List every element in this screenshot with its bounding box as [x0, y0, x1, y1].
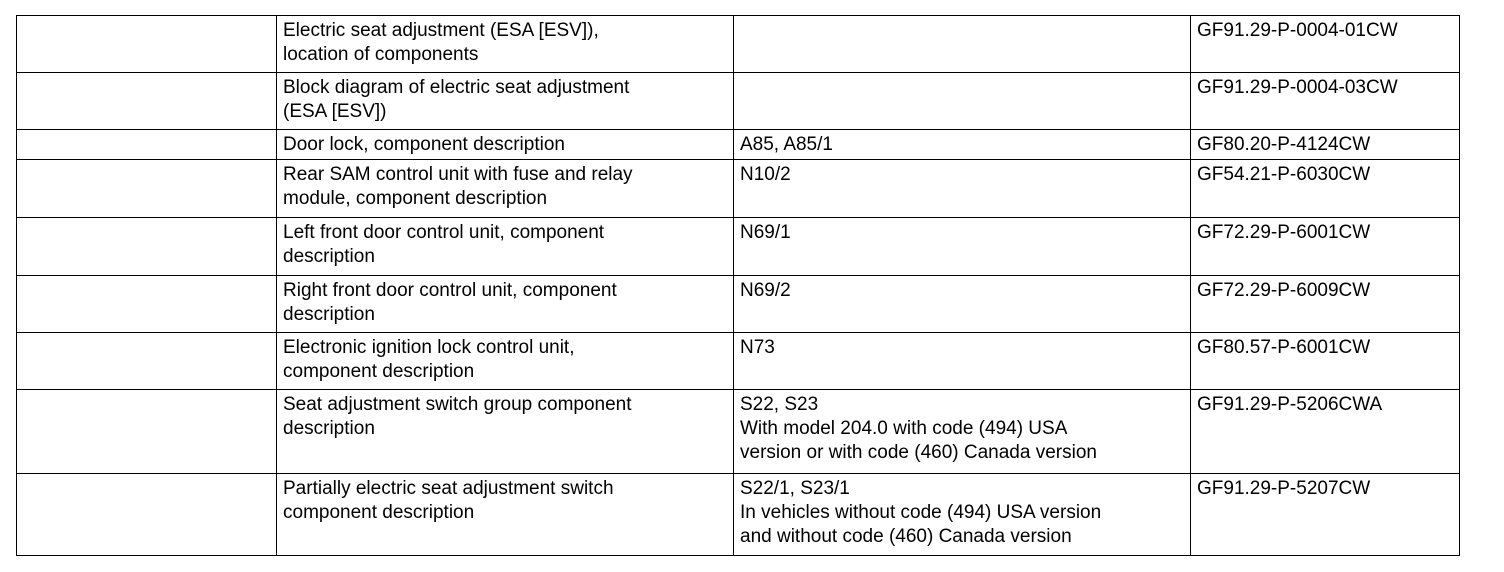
document-number: GF91.29-P-0004-03CW	[1191, 73, 1460, 130]
table-row	[17, 130, 1460, 160]
document-title: Left front door control unit, component description	[277, 218, 734, 276]
table-row	[17, 218, 1460, 276]
document-number: GF72.29-P-6001CW	[1191, 218, 1460, 276]
document-number: GF91.29-P-5207CW	[1191, 474, 1460, 556]
document-title: Electronic ignition lock control unit, component description	[277, 333, 734, 390]
row-label-cell	[17, 276, 277, 333]
component-codes: N10/2	[734, 160, 1191, 218]
document-title: Right front door control unit, component description	[277, 276, 734, 333]
document-number: GF54.21-P-6030CW	[1191, 160, 1460, 218]
document-number: GF80.57-P-6001CW	[1191, 333, 1460, 390]
reference-table	[16, 15, 1460, 556]
document-number: GF72.29-P-6009CW	[1191, 276, 1460, 333]
document-number: GF91.29-P-5206CWA	[1191, 390, 1460, 474]
component-codes: S22, S23 With model 204.0 with code (494) USA version or with code (460) Canada version	[734, 390, 1191, 474]
document-title: Seat adjustment switch group component description	[277, 390, 734, 474]
document-title: Partially electric seat adjustment switch component description	[277, 474, 734, 556]
document-number: GF91.29-P-0004-01CW	[1191, 16, 1460, 73]
row-label-cell	[17, 333, 277, 390]
component-codes: S22/1, S23/1 In vehicles without code (494) USA version and without code (460) Canada version	[734, 474, 1191, 556]
row-label-cell	[17, 16, 277, 73]
document-title: Block diagram of electric seat adjustment (ESA [ESV])	[277, 73, 734, 130]
document-title: Rear SAM control unit with fuse and relay module, component description	[277, 160, 734, 218]
document-title: Door lock, component description	[277, 130, 734, 160]
table-row	[17, 276, 1460, 333]
row-label-cell	[17, 390, 277, 474]
component-codes: N69/1	[734, 218, 1191, 276]
row-label-cell	[17, 73, 277, 130]
table-row	[17, 390, 1460, 474]
row-label-cell	[17, 218, 277, 276]
row-label-cell	[17, 160, 277, 218]
table-row	[17, 333, 1460, 390]
row-label-cell	[17, 130, 277, 160]
component-codes: N69/2	[734, 276, 1191, 333]
document-title: Electric seat adjustment (ESA [ESV]), location of components	[277, 16, 734, 73]
document-number: GF80.20-P-4124CW	[1191, 130, 1460, 160]
table-row	[17, 16, 1460, 73]
component-codes	[734, 16, 1191, 73]
component-codes: A85, A85/1	[734, 130, 1191, 160]
table-row	[17, 73, 1460, 130]
table-row	[17, 160, 1460, 218]
component-codes	[734, 73, 1191, 130]
component-codes: N73	[734, 333, 1191, 390]
table-row	[17, 474, 1460, 556]
row-label-cell	[17, 474, 277, 556]
